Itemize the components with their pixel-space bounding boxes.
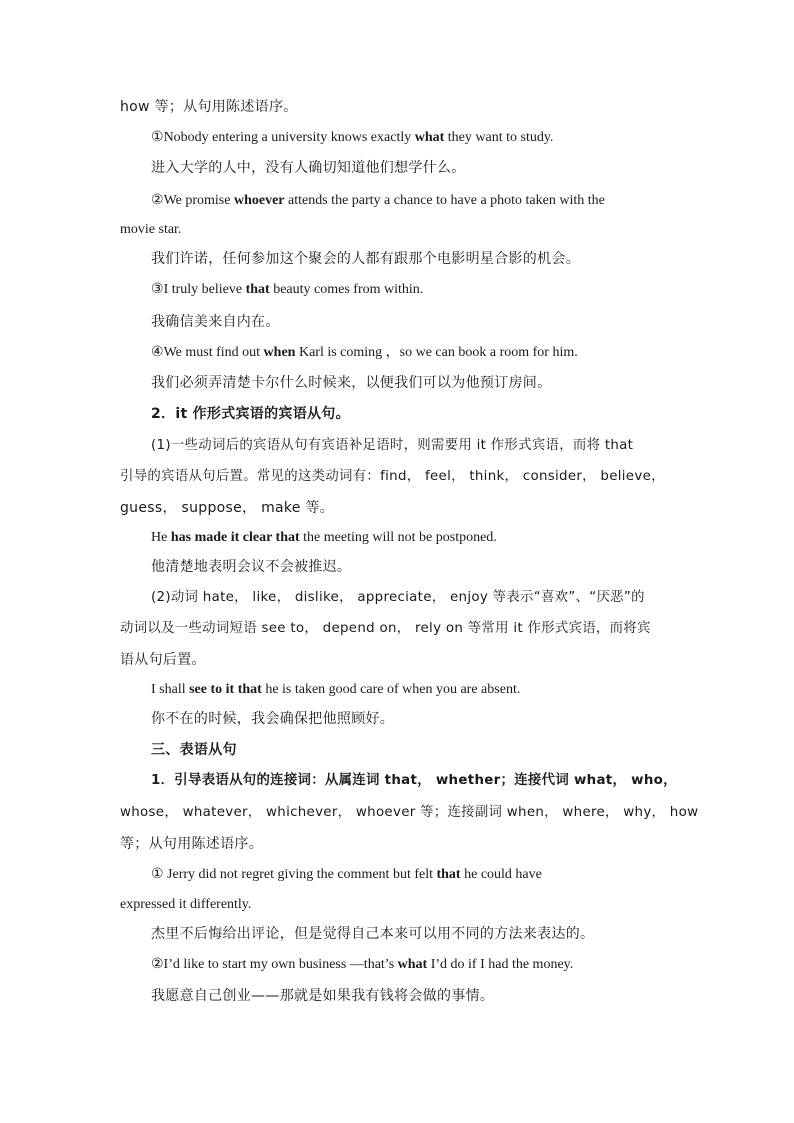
example-text: ②I’d like to start my own business —that’s (151, 957, 398, 972)
example-5-translation: 他清楚地表明会议不会被推迟。 (151, 559, 352, 575)
section-heading-3: 三、表语从句 (151, 742, 237, 758)
example-text: the meeting will not be postponed. (299, 530, 497, 545)
keyword: whoever (233, 193, 285, 208)
keyword: see to it that (189, 682, 262, 697)
keyword: that (436, 867, 461, 882)
example-3 (151, 280, 423, 300)
keyword: what (397, 957, 428, 972)
example-2 (151, 191, 672, 211)
example-text: He (151, 530, 171, 545)
paragraph-3-line-1: 1．引导表语从句的连接词：从属连词 that， whether；连接代词 what， who， (151, 773, 677, 788)
paragraph-3-line-2: whose， whatever， whichever， whoever 等；连接副词 when， where， why， how (120, 805, 699, 820)
example-text: Nobody entering a university knows exactly (163, 130, 415, 145)
paragraph-3-line-3: 等；从句用陈述语序。 (120, 836, 263, 852)
example-4 (151, 343, 578, 363)
example-3-translation: 我确信美来自内在。 (151, 314, 280, 330)
example-8 (151, 955, 573, 975)
example-5 (151, 528, 497, 548)
paragraph-2-line-1: (2)动词 hate， like， dislike， appreciate， enjoy 等表示“喜欢”、“厌恶”的 (151, 590, 645, 605)
paragraph-1-line-3: guess， suppose， make 等。 (120, 500, 335, 516)
example-6 (151, 680, 520, 700)
example-text: I truly believe (163, 282, 246, 297)
example-number: ① (151, 130, 164, 145)
example-text: I shall (151, 682, 190, 697)
example-text: attends the party a chance to have a photo taken with the (284, 193, 605, 208)
example-text: he is taken good care of when you are absent. (261, 682, 521, 697)
keyword: has made it clear that (170, 530, 300, 545)
example-4-translation: 我们必须弄清楚卡尔什么时候来，以便我们可以为他预订房间。 (151, 375, 552, 391)
example-text: I’d do if I had the money. (427, 957, 574, 972)
example-8-translation: 我愿意自己创业——那就是如果我有钱将会做的事情。 (151, 988, 495, 1004)
example-number: ② (151, 193, 164, 208)
keyword: that (245, 282, 270, 297)
example-2-wrap: movie star. (120, 222, 182, 237)
paragraph-1-line-1: (1)一些动词后的宾语从句有宾语补足语时，则需要用 it 作形式宾语，而将 that (151, 438, 634, 453)
keyword: what (414, 130, 445, 145)
example-1 (151, 128, 553, 148)
paragraph-2-line-2: 动词以及一些动词短语 see to， depend on， rely on 等常用 it 作形式宾语，而将宾 (120, 621, 651, 636)
example-number: ④ (151, 345, 164, 360)
example-7-translation: 杰里不后悔给出评论，但是觉得自己本来可以用不同的方法来表达的。 (151, 926, 595, 942)
example-1-translation: 进入大学的人中，没有人确切知道他们想学什么。 (151, 160, 466, 176)
section-heading-2: 2．it 作形式宾语的宾语从句。 (151, 406, 350, 422)
paragraph-2-line-3: 语从句后置。 (120, 652, 206, 668)
example-text: beauty comes from within. (269, 282, 424, 297)
keyword: when (263, 345, 296, 360)
example-text: Karl is coming ，so we can book a room for him. (295, 345, 578, 360)
example-text: ① Jerry did not regret giving the comment but felt (151, 867, 437, 882)
paragraph-continuation: how 等；从句用陈述语序。 (120, 99, 298, 115)
example-2-translation: 我们许诺，任何参加这个聚会的人都有跟那个电影明星合影的机会。 (151, 251, 580, 267)
example-text: We must find out (163, 345, 264, 360)
example-7 (151, 865, 542, 885)
example-number: ③ (151, 282, 164, 297)
example-text: he could have (460, 867, 542, 882)
example-text: We promise (163, 193, 234, 208)
example-text: they want to study. (444, 130, 554, 145)
example-6-translation: 你不在的时候，我会确保把他照顾好。 (151, 711, 395, 727)
example-7-wrap: expressed it differently. (120, 897, 252, 912)
paragraph-1-line-2: 引导的宾语从句后置。常见的这类动词有：find， feel， think， consider， believe， (120, 469, 665, 484)
